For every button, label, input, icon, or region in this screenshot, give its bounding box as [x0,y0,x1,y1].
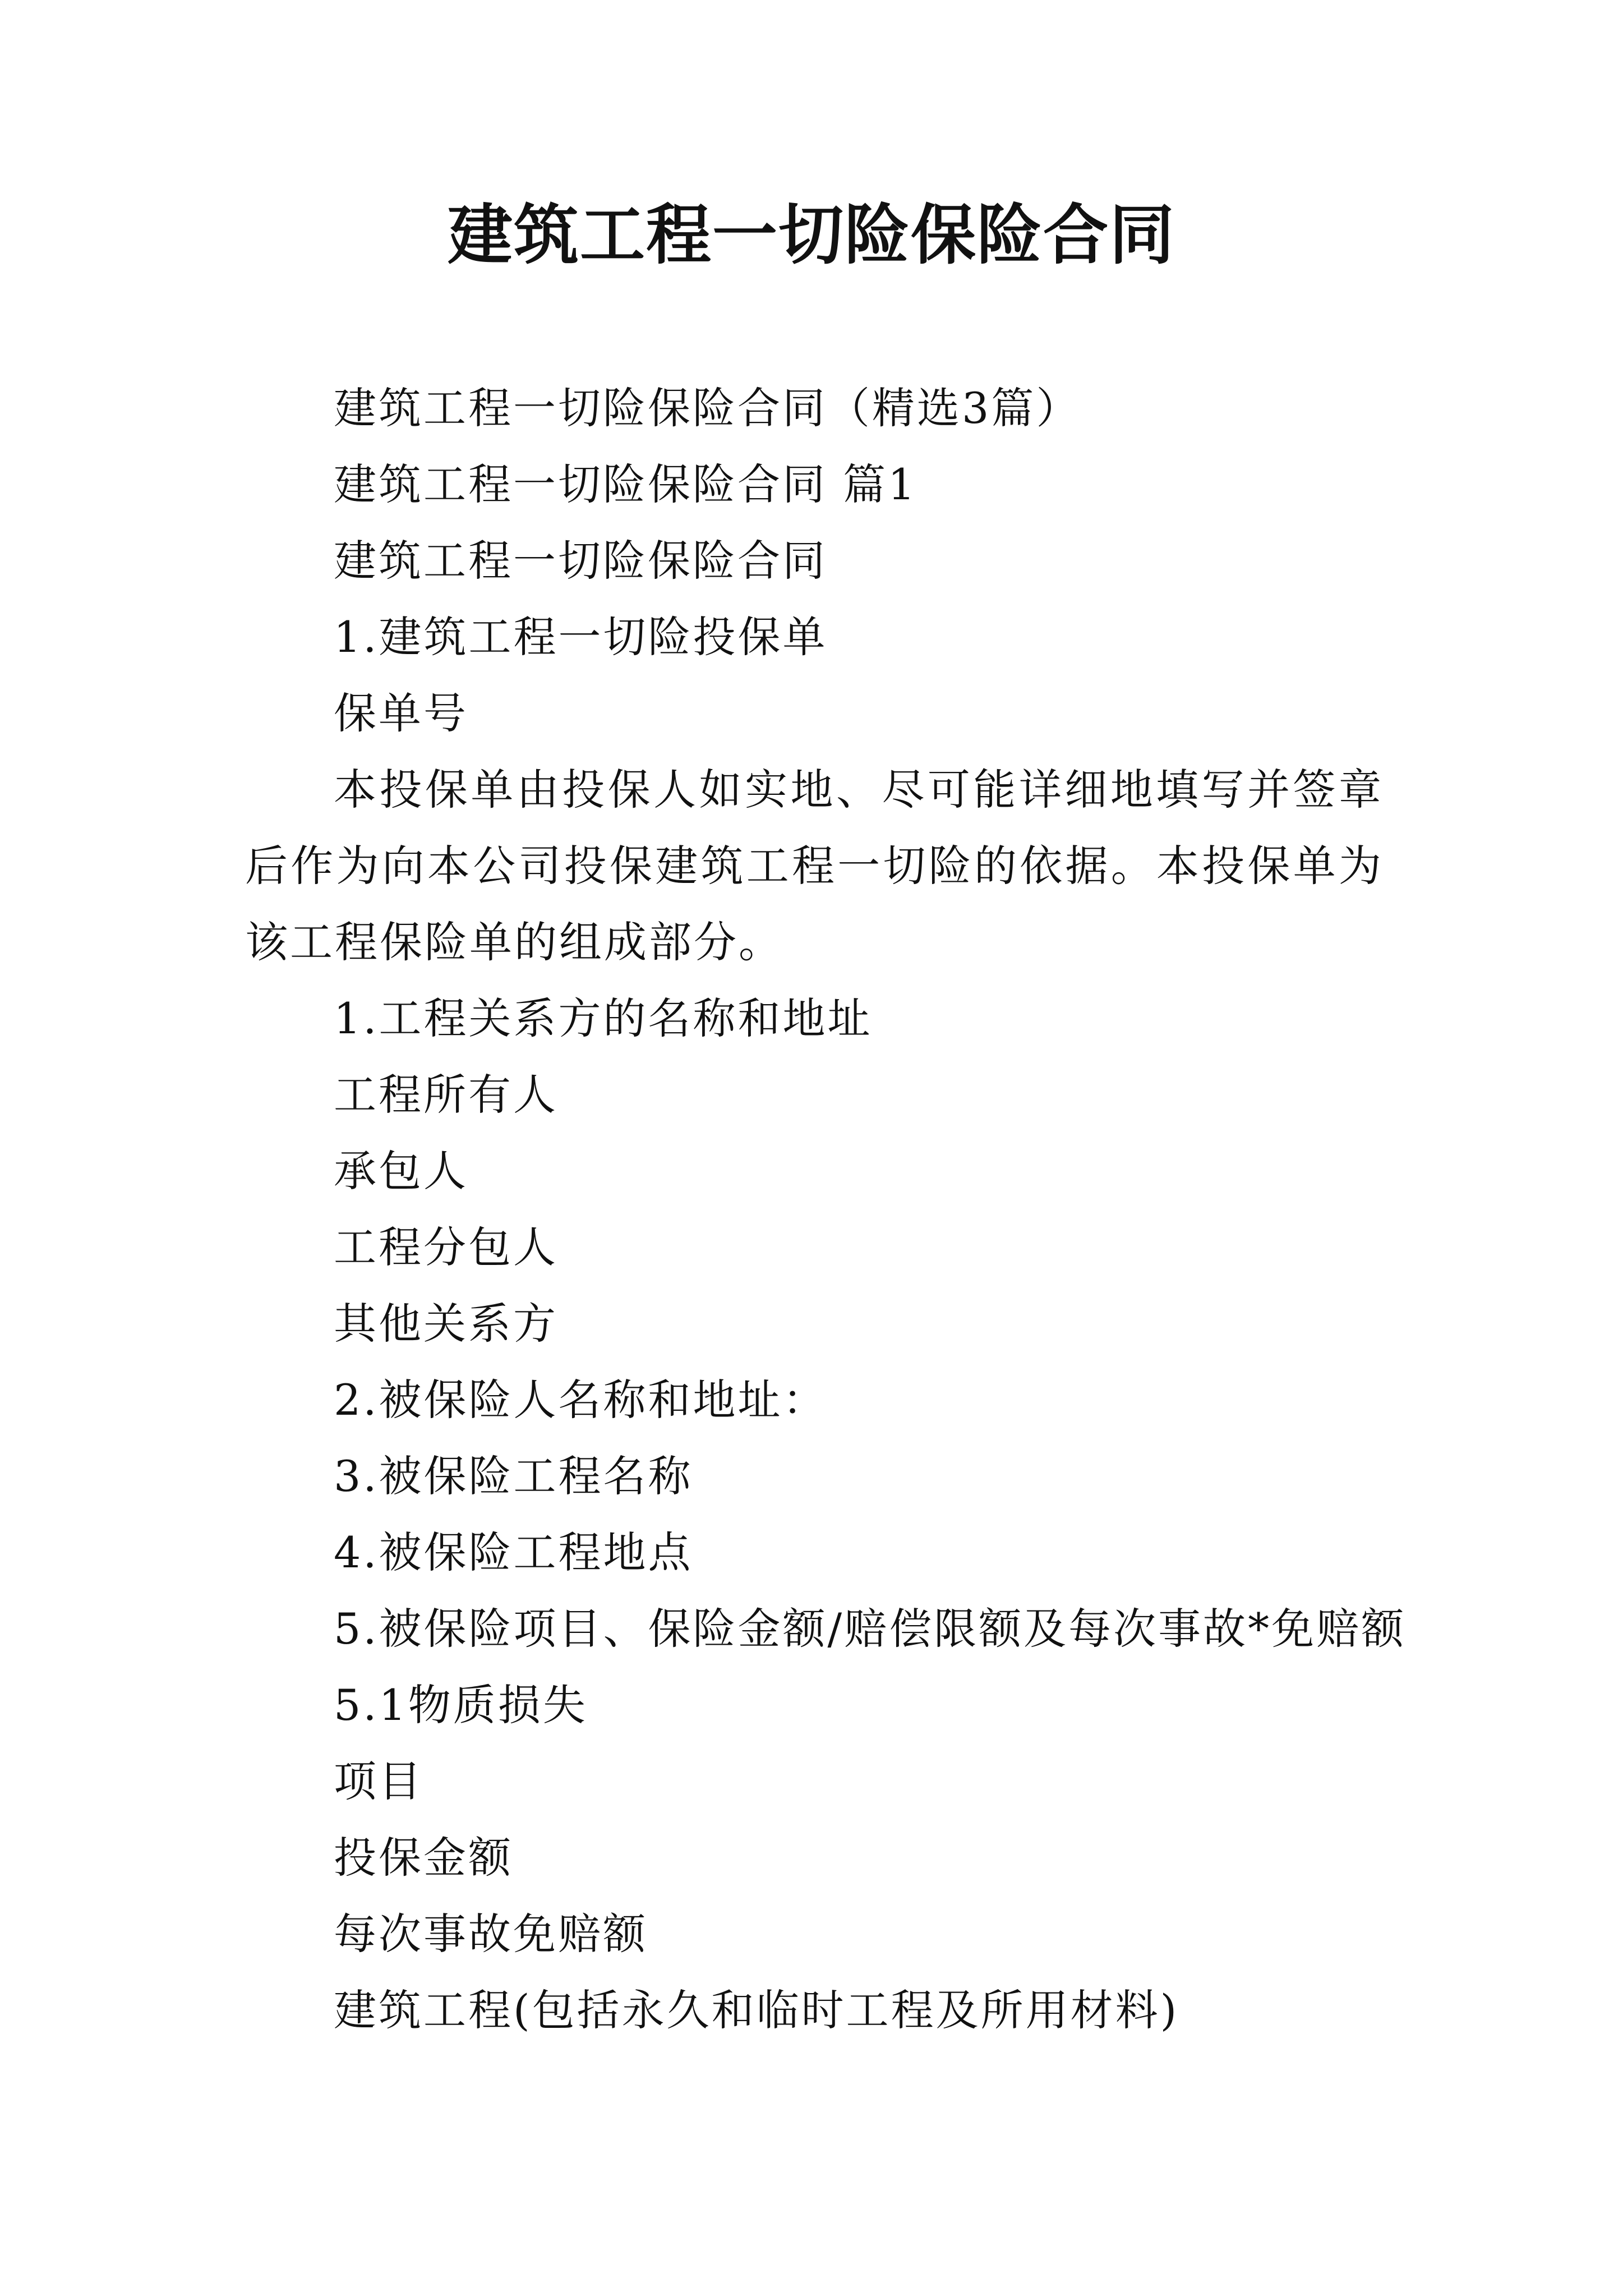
paragraph: 项目 [334,1756,423,1806]
paragraph: 建筑工程一切险保险合同 篇1 [334,459,917,509]
paragraph: 其他关系方 [334,1299,558,1349]
paragraph: 4.被保险工程地点 [334,1527,693,1577]
paragraph: 5.被保险项目、保险金额/赔偿限额及每次事故*免赔额 [334,1604,1407,1654]
paragraph: 承包人 [334,1146,468,1196]
paragraph: 1.建筑工程一切险投保单 [334,612,828,662]
paragraph: 2.被保险人名称和地址： [334,1375,828,1425]
paragraph: 投保金额 [334,1833,513,1883]
paragraph: 建筑工程一切险保险合同（精选3篇） [334,383,1081,433]
paragraph: 3.被保险工程名称 [334,1451,693,1501]
paragraph: 保单号 [334,688,468,738]
paragraph: 1.工程关系方的名称和地址 [334,993,873,1043]
paragraph: 建筑工程(包括永久和临时工程及所用材料) [334,1985,1179,2035]
paragraph: 工程所有人 [334,1070,558,1120]
paragraph: 每次事故免赔额 [334,1909,648,1959]
document-body [245,370,1407,2049]
document-title: 建筑工程一切险保险合同 [448,197,1175,273]
paragraph: 建筑工程一切险保险合同 [334,536,827,586]
paragraph: 5.1物质损失 [334,1680,588,1730]
paragraph: 本投保单由投保人如实地、尽可能详细地填写并签章后作为向本公司投保建筑工程一切险的依据。本投保单为该工程保险单的组成部分。 [245,765,1384,967]
paragraph: 工程分包人 [334,1222,558,1272]
